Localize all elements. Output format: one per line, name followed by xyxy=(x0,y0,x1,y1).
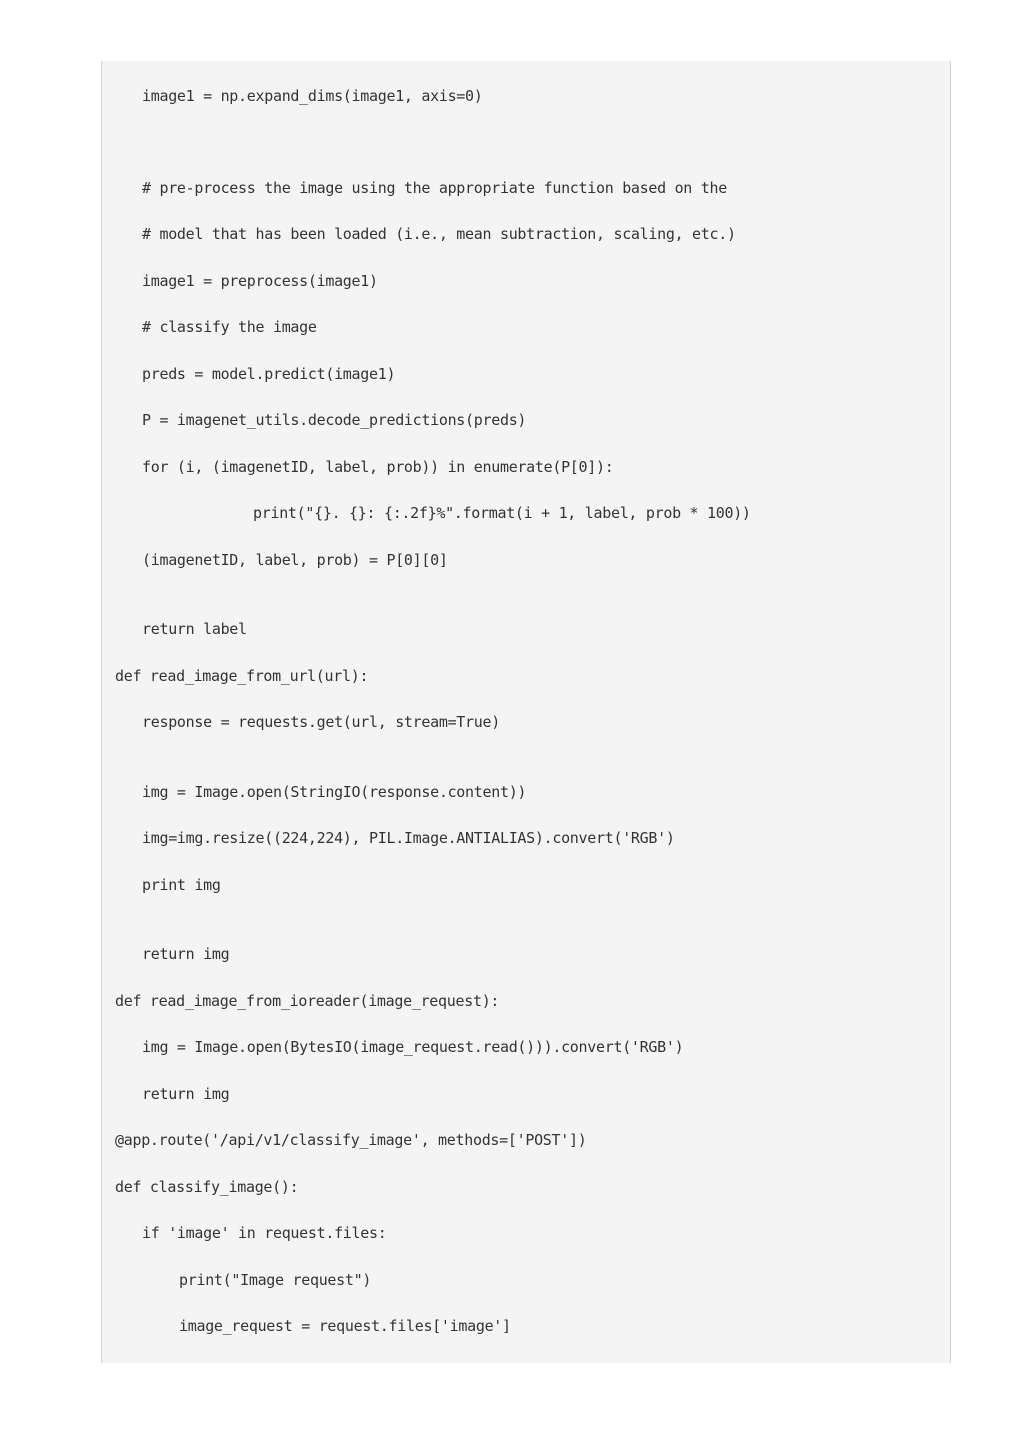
code-line: print img xyxy=(142,876,221,894)
code-line: @app.route('/api/v1/classify_image', methods=['POST']) xyxy=(115,1131,587,1149)
code-line: img = Image.open(BytesIO(image_request.read())).convert('RGB') xyxy=(142,1038,684,1056)
code-line: return img xyxy=(142,945,230,963)
code-block xyxy=(101,61,951,1363)
code-line: preds = model.predict(image1) xyxy=(142,365,396,383)
code-line: def classify_image(): xyxy=(115,1178,299,1196)
code-line: return label xyxy=(142,620,247,638)
code-line: if 'image' in request.files: xyxy=(142,1224,387,1242)
code-line: # model that has been loaded (i.e., mean subtraction, scaling, etc.) xyxy=(142,225,736,243)
code-line: image1 = np.expand_dims(image1, axis=0) xyxy=(142,87,483,105)
code-line: def read_image_from_ioreader(image_request): xyxy=(115,992,500,1010)
code-line: response = requests.get(url, stream=True) xyxy=(142,713,500,731)
code-line: # pre-process the image using the appropriate function based on the xyxy=(142,179,727,197)
code-line: print("{}. {}: {:.2f}%".format(i + 1, label, prob * 100)) xyxy=(253,504,751,522)
code-line: img=img.resize((224,224), PIL.Image.ANTIALIAS).convert('RGB') xyxy=(142,829,675,847)
code-line: image_request = request.files['image'] xyxy=(179,1317,511,1335)
code-line: img = Image.open(StringIO(response.content)) xyxy=(142,783,527,801)
code-line: # classify the image xyxy=(142,318,317,336)
code-line: print("Image request") xyxy=(179,1271,372,1289)
code-line: P = imagenet_utils.decode_predictions(preds) xyxy=(142,411,527,429)
code-line: def read_image_from_url(url): xyxy=(115,667,369,685)
code-line: (imagenetID, label, prob) = P[0][0] xyxy=(142,551,448,569)
code-line: for (i, (imagenetID, label, prob)) in enumerate(P[0]): xyxy=(142,458,614,476)
code-line: return img xyxy=(142,1085,230,1103)
code-line: image1 = preprocess(image1) xyxy=(142,272,378,290)
